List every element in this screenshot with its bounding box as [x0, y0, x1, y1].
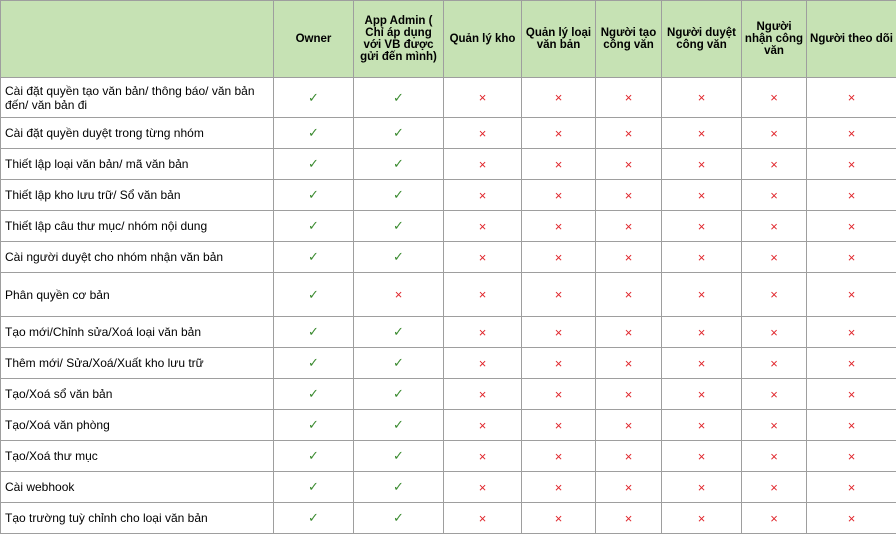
permission-cell — [444, 78, 522, 118]
permission-cell — [662, 78, 742, 118]
permission-cell — [807, 441, 896, 472]
permission-cell — [742, 379, 807, 410]
permission-cell — [742, 273, 807, 317]
cross-icon: × — [770, 324, 778, 340]
permission-cell — [807, 503, 896, 534]
cross-icon: × — [770, 218, 778, 234]
permission-cell — [444, 118, 522, 149]
cross-icon: × — [624, 324, 633, 340]
table-row — [1, 472, 896, 503]
permission-cell — [596, 78, 662, 118]
permission-cell — [274, 242, 354, 273]
check-icon: ✓ — [393, 417, 404, 432]
cross-icon: × — [770, 287, 778, 302]
permission-cell — [522, 242, 596, 273]
feature-label: Thêm mới/ Sửa/Xoá/Xuất kho lưu trữ — [1, 348, 274, 379]
check-icon: ✓ — [308, 510, 319, 525]
permission-cell — [444, 317, 522, 348]
header-row — [1, 1, 896, 78]
check-icon: ✓ — [393, 218, 404, 233]
permission-cell — [807, 348, 896, 379]
permission-cell — [742, 149, 807, 180]
cross-icon: × — [770, 448, 778, 464]
permission-cell — [742, 242, 807, 273]
permission-cell — [444, 273, 522, 317]
cross-icon: × — [770, 125, 778, 141]
permission-cell — [274, 503, 354, 534]
permission-cell — [444, 149, 522, 180]
cross-icon: × — [554, 510, 563, 526]
cross-icon: × — [847, 448, 856, 464]
cross-icon: × — [847, 417, 856, 433]
permission-cell — [596, 180, 662, 211]
permission-cell — [274, 211, 354, 242]
cross-icon: × — [624, 417, 633, 433]
cross-icon: × — [478, 187, 487, 203]
cross-icon: × — [697, 187, 706, 203]
permission-cell — [522, 118, 596, 149]
permission-cell — [522, 317, 596, 348]
cross-icon: × — [770, 90, 778, 105]
check-icon: ✓ — [393, 510, 404, 525]
permission-cell — [807, 118, 896, 149]
cross-icon: × — [697, 287, 706, 302]
permission-cell — [444, 180, 522, 211]
header-cell-doc-type-manager: Quản lý loại văn bản — [522, 1, 596, 78]
cross-icon: × — [624, 187, 633, 203]
permission-cell — [354, 242, 444, 273]
cross-icon: × — [624, 448, 633, 464]
cross-icon: × — [624, 125, 633, 141]
table-row — [1, 348, 896, 379]
permission-cell — [522, 211, 596, 242]
header-cell-creator: Người tạo công văn — [596, 1, 662, 78]
permission-cell — [662, 348, 742, 379]
permission-cell — [274, 149, 354, 180]
permission-cell — [807, 78, 896, 118]
permission-cell — [444, 379, 522, 410]
cross-icon: × — [847, 479, 856, 495]
cross-icon: × — [554, 249, 563, 265]
permission-cell — [522, 78, 596, 118]
cross-icon: × — [847, 187, 856, 203]
cross-icon: × — [697, 510, 706, 526]
permission-cell — [274, 180, 354, 211]
permission-cell — [522, 348, 596, 379]
cross-icon: × — [697, 479, 706, 495]
header-cell-feature — [1, 1, 274, 78]
permission-cell — [807, 410, 896, 441]
feature-label: Tạo/Xoá văn phòng — [1, 410, 274, 441]
header-cell-storage-manager: Quản lý kho — [444, 1, 522, 78]
cross-icon: × — [478, 355, 487, 371]
permission-cell — [807, 273, 896, 317]
permission-cell — [662, 472, 742, 503]
check-icon: ✓ — [308, 448, 319, 463]
header-cell-owner: Owner — [274, 1, 354, 78]
cross-icon: × — [478, 218, 487, 234]
permission-cell — [596, 348, 662, 379]
feature-label: Cài đặt quyền duyệt trong từng nhóm — [1, 118, 274, 149]
permission-cell — [742, 503, 807, 534]
permission-cell — [444, 410, 522, 441]
check-icon: ✓ — [308, 324, 319, 339]
cross-icon: × — [554, 156, 563, 172]
check-icon: ✓ — [308, 218, 319, 233]
permission-cell — [807, 211, 896, 242]
permission-cell — [807, 317, 896, 348]
cross-icon: × — [770, 510, 778, 526]
cross-icon: × — [478, 125, 487, 141]
table-row — [1, 78, 896, 118]
header-cell-approver: Người duyệt công văn — [662, 1, 742, 78]
cross-icon: × — [624, 156, 633, 172]
permission-cell — [354, 317, 444, 348]
permission-cell — [274, 78, 354, 118]
check-icon: ✓ — [393, 156, 404, 171]
permission-cell — [742, 211, 807, 242]
permission-cell — [807, 379, 896, 410]
cross-icon: × — [554, 355, 563, 371]
permission-cell — [662, 180, 742, 211]
check-icon: ✓ — [308, 479, 319, 494]
permission-cell — [742, 118, 807, 149]
permission-cell — [662, 273, 742, 317]
check-icon: ✓ — [308, 156, 319, 171]
cross-icon: × — [624, 510, 633, 526]
permission-cell — [354, 118, 444, 149]
cross-icon: × — [478, 510, 487, 526]
permission-cell — [662, 379, 742, 410]
cross-icon: × — [697, 249, 706, 265]
feature-label: Cài đặt quyền tạo văn bản/ thông báo/ văn bản đến/ văn bản đi — [1, 78, 274, 118]
permission-cell — [596, 503, 662, 534]
permission-cell — [596, 211, 662, 242]
check-icon: ✓ — [308, 89, 319, 105]
table-row — [1, 273, 896, 317]
cross-icon: × — [847, 287, 856, 302]
cross-icon: × — [697, 386, 706, 402]
permission-cell — [522, 149, 596, 180]
permission-cell — [662, 118, 742, 149]
check-icon: ✓ — [308, 417, 319, 432]
check-icon: ✓ — [308, 187, 319, 202]
permission-cell — [354, 379, 444, 410]
header-cell-recipient: Người nhận công văn — [742, 1, 807, 78]
cross-icon: × — [770, 417, 778, 433]
permission-cell — [807, 149, 896, 180]
cross-icon: × — [697, 156, 706, 172]
permission-cell — [596, 410, 662, 441]
check-icon: ✓ — [393, 249, 404, 264]
permission-cell — [444, 472, 522, 503]
permission-cell — [742, 441, 807, 472]
permission-cell — [354, 149, 444, 180]
feature-label: Tạo mới/Chỉnh sửa/Xoá loại văn bản — [1, 317, 274, 348]
cross-icon: × — [770, 479, 778, 495]
permission-cell — [596, 441, 662, 472]
table-row — [1, 149, 896, 180]
permission-cell — [662, 242, 742, 273]
permission-cell — [444, 211, 522, 242]
table-row — [1, 180, 896, 211]
cross-icon: × — [624, 218, 633, 234]
feature-label: Tạo/Xoá sổ văn bản — [1, 379, 274, 410]
cross-icon: × — [478, 479, 487, 495]
cross-icon: × — [697, 448, 706, 464]
cross-icon: × — [770, 187, 778, 203]
check-icon: ✓ — [393, 125, 404, 140]
feature-label: Thiết lập câu thư mục/ nhóm nội dung — [1, 211, 274, 242]
cross-icon: × — [554, 448, 563, 464]
cross-icon: × — [847, 355, 856, 371]
check-icon: ✓ — [308, 249, 319, 264]
permission-cell — [354, 211, 444, 242]
cross-icon: × — [624, 479, 633, 495]
feature-label: Cài webhook — [1, 472, 274, 503]
permission-cell — [522, 472, 596, 503]
cross-icon: × — [554, 287, 563, 302]
table-row — [1, 410, 896, 441]
permission-cell — [274, 317, 354, 348]
check-icon: ✓ — [393, 386, 404, 401]
permission-cell — [444, 242, 522, 273]
cross-icon: × — [847, 156, 856, 172]
cross-icon: × — [847, 324, 856, 340]
permission-cell — [522, 273, 596, 317]
permission-cell — [522, 180, 596, 211]
permission-cell — [596, 472, 662, 503]
cross-icon: × — [770, 249, 778, 265]
permission-cell — [807, 242, 896, 273]
cross-icon: × — [554, 90, 563, 105]
check-icon: ✓ — [393, 187, 404, 202]
permission-cell — [274, 118, 354, 149]
cross-icon: × — [478, 90, 487, 105]
permission-cell — [742, 472, 807, 503]
cross-icon: × — [770, 156, 778, 172]
permission-cell — [662, 211, 742, 242]
feature-label: Thiết lập loại văn bản/ mã văn bản — [1, 149, 274, 180]
cross-icon: × — [478, 386, 487, 402]
cross-icon: × — [697, 355, 706, 371]
check-icon: ✓ — [393, 89, 404, 105]
feature-label: Tạo/Xoá thư mục — [1, 441, 274, 472]
check-icon: ✓ — [308, 386, 319, 401]
permission-cell — [807, 180, 896, 211]
cross-icon: × — [624, 249, 633, 265]
permission-cell — [522, 410, 596, 441]
permission-cell — [354, 503, 444, 534]
check-icon: ✓ — [308, 286, 319, 302]
cross-icon: × — [478, 324, 487, 340]
cross-icon: × — [554, 125, 563, 141]
permission-cell — [596, 118, 662, 149]
permission-cell — [596, 273, 662, 317]
cross-icon: × — [554, 324, 563, 340]
permission-cell — [522, 441, 596, 472]
cross-icon: × — [554, 218, 563, 234]
permission-cell — [596, 149, 662, 180]
permission-cell — [742, 410, 807, 441]
permission-cell — [444, 503, 522, 534]
cross-icon: × — [394, 287, 403, 302]
cross-icon: × — [624, 355, 633, 371]
header-cell-follower: Người theo dõi — [807, 1, 896, 78]
permission-cell — [742, 317, 807, 348]
permission-cell — [354, 348, 444, 379]
cross-icon: × — [624, 386, 633, 402]
permission-cell — [274, 348, 354, 379]
cross-icon: × — [478, 249, 487, 265]
cross-icon: × — [478, 287, 487, 302]
permission-cell — [444, 441, 522, 472]
feature-label: Phân quyền cơ bản — [1, 273, 274, 317]
permission-cell — [662, 410, 742, 441]
permission-cell — [444, 348, 522, 379]
cross-icon: × — [478, 156, 487, 172]
permission-cell — [274, 273, 354, 317]
cross-icon: × — [697, 125, 706, 141]
cross-icon: × — [554, 386, 563, 402]
permission-cell — [274, 379, 354, 410]
table-row — [1, 379, 896, 410]
permission-cell — [354, 410, 444, 441]
cross-icon: × — [697, 218, 706, 234]
permission-cell — [354, 273, 444, 317]
check-icon: ✓ — [393, 355, 404, 370]
cross-icon: × — [554, 417, 563, 433]
table-row — [1, 503, 896, 534]
permission-cell — [742, 78, 807, 118]
table-row — [1, 441, 896, 472]
check-icon: ✓ — [308, 355, 319, 370]
permission-cell — [354, 180, 444, 211]
table-row — [1, 317, 896, 348]
cross-icon: × — [847, 90, 856, 105]
permission-cell — [596, 379, 662, 410]
cross-icon: × — [554, 187, 563, 203]
cross-icon: × — [770, 386, 778, 402]
permission-cell — [522, 503, 596, 534]
permission-cell — [354, 78, 444, 118]
cross-icon: × — [478, 448, 487, 464]
permission-cell — [662, 441, 742, 472]
cross-icon: × — [847, 218, 856, 234]
cross-icon: × — [624, 90, 633, 105]
cross-icon: × — [847, 386, 856, 402]
table-row — [1, 242, 896, 273]
feature-label: Tạo trường tuỳ chỉnh cho loại văn bản — [1, 503, 274, 534]
cross-icon: × — [624, 287, 633, 302]
permission-cell — [596, 242, 662, 273]
permission-cell — [274, 441, 354, 472]
check-icon: ✓ — [393, 324, 404, 339]
permission-cell — [274, 472, 354, 503]
permission-cell — [742, 180, 807, 211]
permission-cell — [274, 410, 354, 441]
check-icon: ✓ — [393, 479, 404, 494]
permission-cell — [354, 441, 444, 472]
cross-icon: × — [697, 90, 706, 105]
cross-icon: × — [697, 417, 706, 433]
permission-cell — [354, 472, 444, 503]
cross-icon: × — [847, 125, 856, 141]
permission-cell — [807, 472, 896, 503]
header-cell-app-admin: App Admin ( Chỉ áp dụng với VB được gửi đến mình) — [354, 1, 444, 78]
permission-cell — [522, 379, 596, 410]
cross-icon: × — [847, 510, 856, 526]
cross-icon: × — [770, 355, 778, 371]
permission-cell — [662, 317, 742, 348]
table-row — [1, 118, 896, 149]
check-icon: ✓ — [393, 448, 404, 463]
cross-icon: × — [847, 249, 856, 265]
permission-cell — [662, 149, 742, 180]
check-icon: ✓ — [308, 125, 319, 140]
cross-icon: × — [554, 479, 563, 495]
table-row — [1, 211, 896, 242]
feature-label: Thiết lập kho lưu trữ/ Sổ văn bản — [1, 180, 274, 211]
cross-icon: × — [478, 417, 487, 433]
permission-cell — [596, 317, 662, 348]
permission-cell — [662, 503, 742, 534]
cross-icon: × — [697, 324, 706, 340]
permission-cell — [742, 348, 807, 379]
feature-label: Cài người duyệt cho nhóm nhận văn bản — [1, 242, 274, 273]
